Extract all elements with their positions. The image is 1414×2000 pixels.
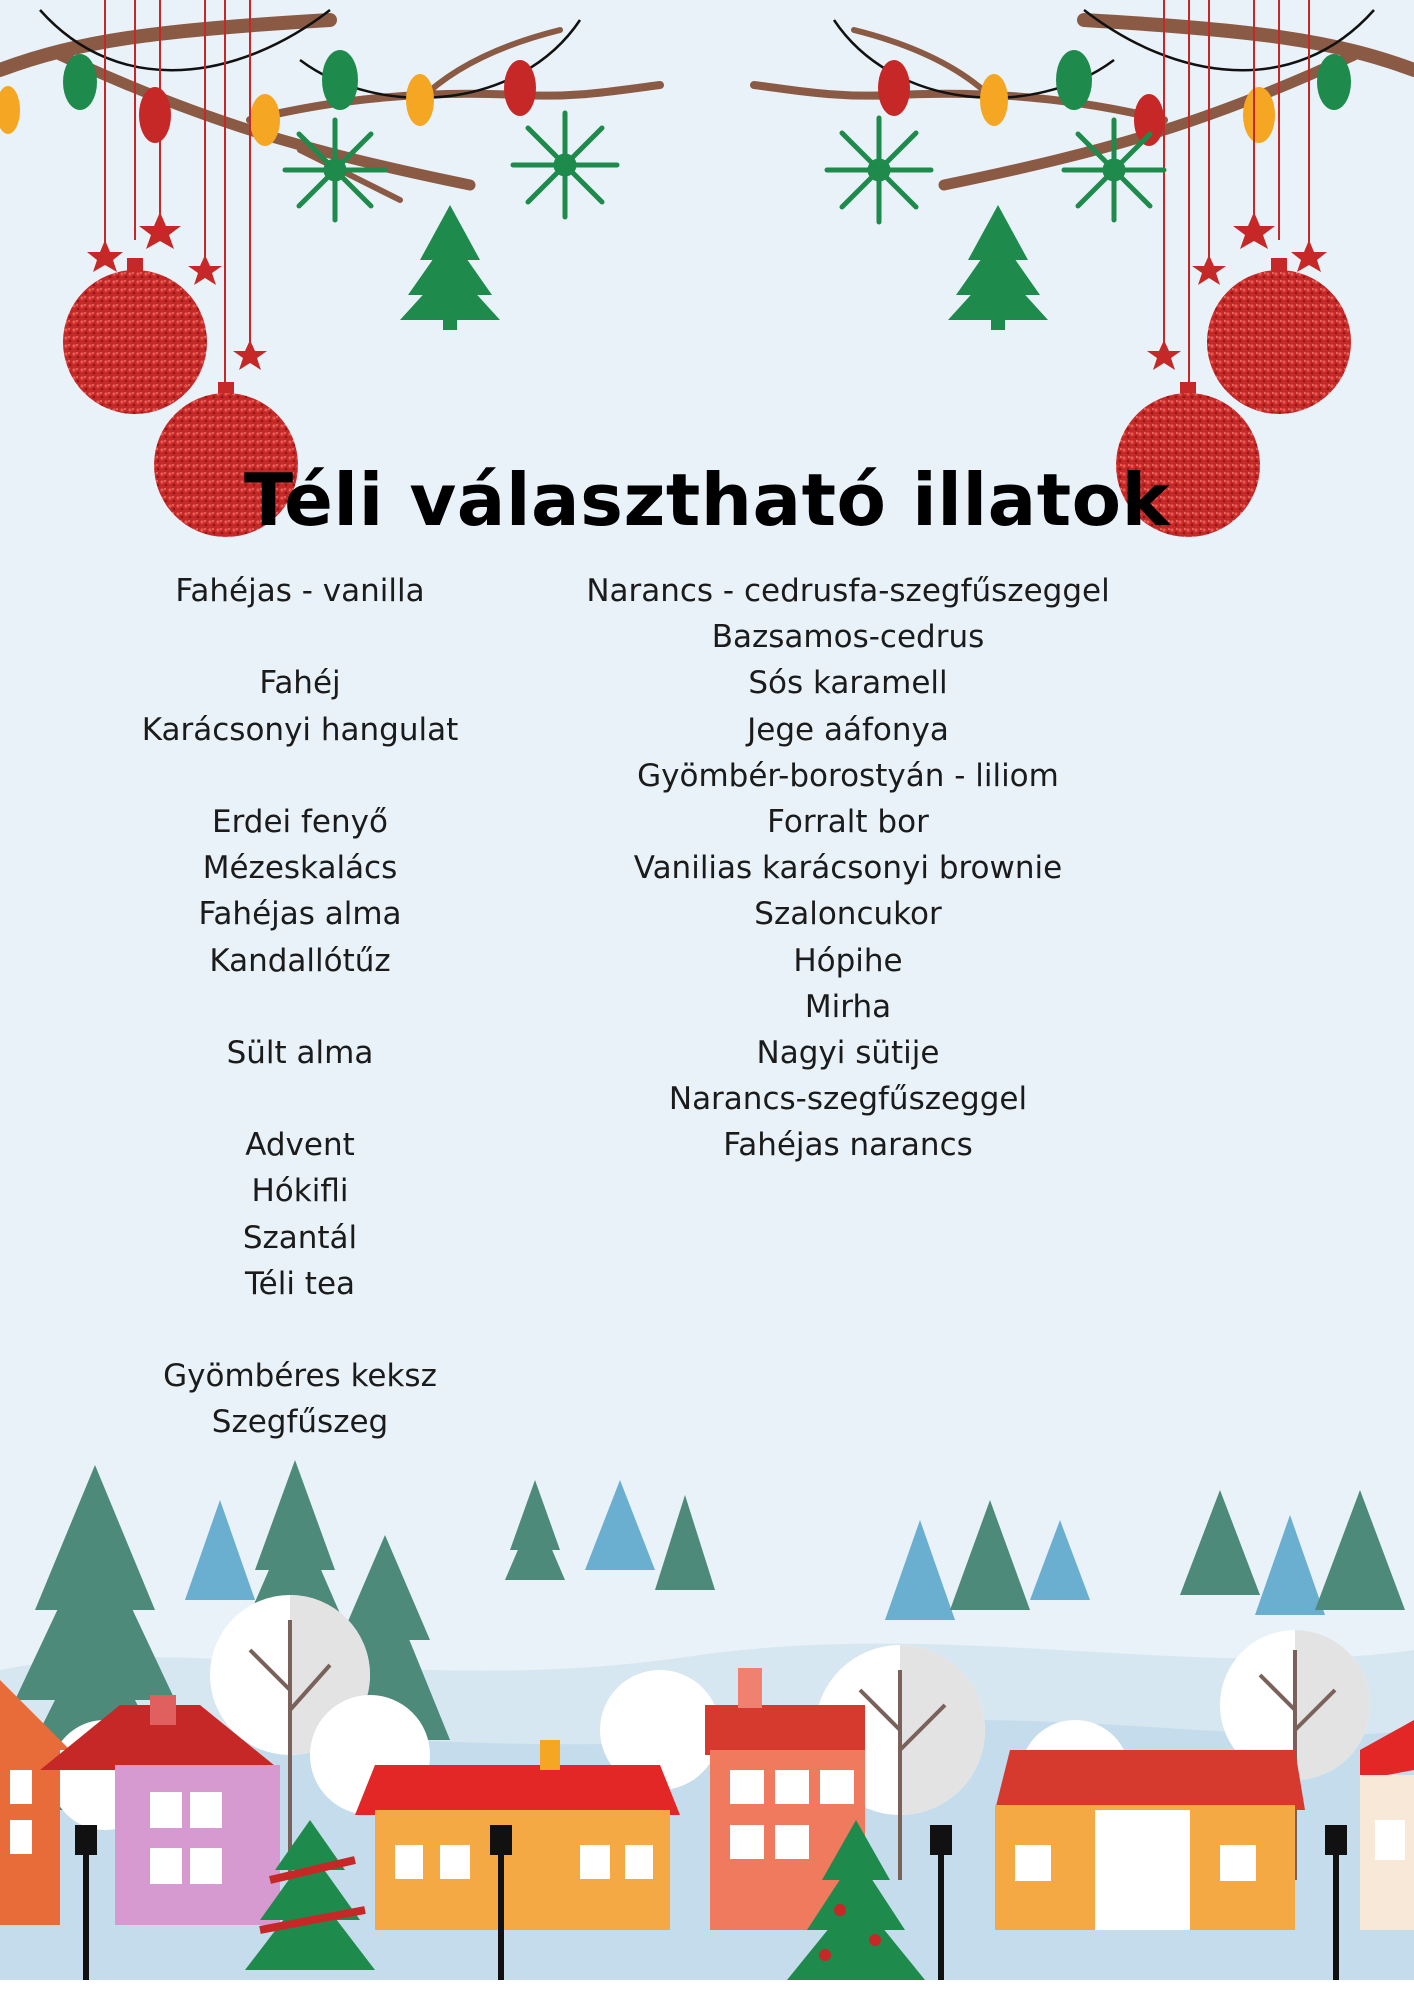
list-item xyxy=(100,1076,500,1122)
list-item: Szaloncukor xyxy=(754,896,942,933)
list-item: Szegfűszeg xyxy=(211,1404,389,1441)
list-item: Szantál xyxy=(242,1219,358,1256)
scent-list-left xyxy=(100,568,500,1446)
list-item: Erdei fenyő xyxy=(212,803,388,840)
list-item: Fahéjas alma xyxy=(198,896,402,933)
list-item: Sós karamell xyxy=(748,665,948,702)
list-item: Téli tea xyxy=(244,1265,356,1302)
pine-ornament-left xyxy=(400,205,500,330)
list-item xyxy=(100,984,500,1030)
list-item xyxy=(100,614,500,660)
list-item: Hókifli xyxy=(251,1173,349,1210)
list-item xyxy=(100,1307,500,1353)
list-item: Vanilias karácsonyi brownie xyxy=(633,850,1063,887)
list-item: Fahéjas narancs xyxy=(723,1127,973,1164)
winter-village-decoration xyxy=(0,1440,1414,2000)
list-item: Mirha xyxy=(804,988,892,1025)
list-item: Advent xyxy=(245,1127,355,1164)
list-item: Sült alma xyxy=(226,1034,374,1071)
list-item: Bazsamos-cedrus xyxy=(711,619,985,656)
list-item: Fahéjas - vanilla xyxy=(175,573,425,609)
snow-ground xyxy=(0,1980,1414,2000)
list-item: Mézeskalács xyxy=(202,850,398,887)
list-item: Gyömbéres keksz xyxy=(163,1358,437,1395)
scent-list-right xyxy=(548,568,1148,1168)
list-item: Forralt bor xyxy=(767,803,929,840)
list-item: Narancs-szegfűszeggel xyxy=(668,1081,1028,1118)
list-item: Kandallótűz xyxy=(209,942,391,979)
list-item: Jege aáfonya xyxy=(747,711,949,748)
list-item: Fahéj xyxy=(259,665,341,702)
list-item: Gyömbér-borostyán - liliom xyxy=(637,757,1059,794)
list-item: Karácsonyi hangulat xyxy=(141,711,459,748)
list-item: Narancs - cedrusfa-szegfűszeggel xyxy=(586,573,1110,609)
page-title: Téli választható illatok xyxy=(244,458,1170,542)
light-bulbs-left xyxy=(0,50,536,146)
list-item xyxy=(100,753,500,799)
list-item: Nagyi sütije xyxy=(756,1034,940,1071)
snowflake-ornaments-left xyxy=(285,113,617,220)
list-item: Hópihe xyxy=(793,942,903,979)
